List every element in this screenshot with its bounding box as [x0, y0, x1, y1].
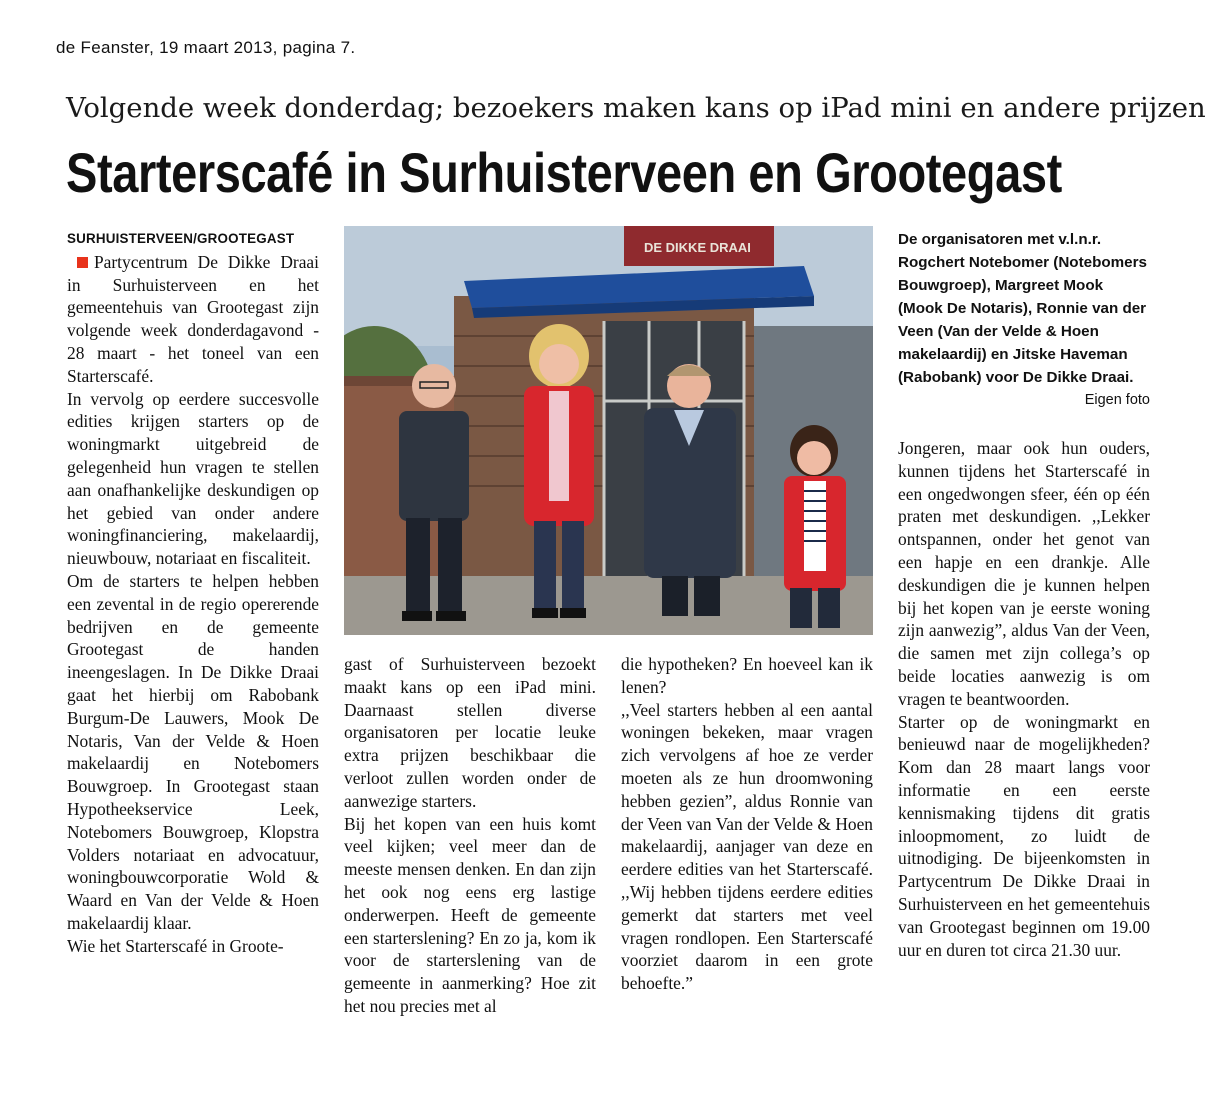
photo-caption [898, 228, 1150, 412]
paragraph: Bij het kopen van een huis komt veel kijken; veel meer dan de meeste mensen denken. En dan zijn het ook nog eens erg lastige onderwerpen. Heeft de gemeente een starterslening? En zo ja, kom ik voor de starterslening van de gemeente in aanmerking? Hoe zit het nou precies met al [344, 813, 596, 1016]
article-column-2 [344, 653, 596, 1018]
lead-paragraph-text: Partycentrum De Dikke Draai in Surhuisterveen en het gemeentehuis van Grootegast zijn volgende week donderdagavond - 28 maart - het toneel van een Starterscafé. [67, 251, 319, 386]
paragraph: Starter op de woningmarkt en benieuwd naar de mogelijkheden? Kom dan 28 maart langs voor informatie en een eerste kennismaking tijdens dit gratis inloopmoment, zo luidt de uitnodiging. De bijeenkomsten in Partycentrum De Dikke Draai in Surhuisterveen en het gemeentehuis van Grootegast beginnen om 19.00 uur en duren tot circa 21.30 uur. [898, 711, 1150, 960]
dateline: SURHUISTERVEEN/GROOTEGAST [67, 231, 295, 246]
lead-paragraph [67, 226, 319, 388]
kicker-subheadline: Volgende week donderdag; bezoekers maken kans op iPad mini en andere prijzen [66, 92, 1206, 124]
paragraph: Jongeren, maar ook hun ouders, kunnen tijdens het Starterscafé in een ongedwongen sfeer, één op één praten met deskundigen. ,,Lekker ontspannen, onder het genot van een hapje en een drankje. Alle deskundigen die je kunnen helpen bij het kopen van je eerste woning zijn aanwezig”, aldus Van der Veen, die samen met zijn collega’s op beide locaties aanwezig is om vragen te beantwoorden. [898, 438, 1150, 709]
paragraph: gast of Surhuisterveen bezoekt maakt kans op een iPad mini. Daarnaast stellen diverse organisatoren per locatie leuke extra prijzen beschikbaar die verloot zullen worden onder de aanwezige starters. [344, 654, 596, 811]
paragraph: Wie het Starterscafé in Groote- [67, 935, 284, 956]
article-photo [344, 226, 873, 635]
article-column-1 [67, 226, 319, 958]
paragraph: In vervolg op eerdere succesvolle edities krijgen starters op de woningmarkt uitgebreid de gelegenheid hun vragen te stellen aan onafhankelijke deskundigen op het gebied van onder andere woningfinanciering, makelaardij, nieuwbouw, notariaat en fiscaliteit. [67, 388, 319, 569]
headline: Starterscafé in Surhuisterveen en Grootegast [66, 141, 1062, 204]
paragraph: Om de starters te helpen hebben een zevental in de regio opererende bedrijven en de gemeente Grootegast de handen ineengeslagen. In De Dikke Draai gaat het hierbij om Rabobank Burgum-De Lauwers, Mook De Notaris, Van der Velde & Hoen makelaardij en Notebomers Bouwgroep. In Grootegast staan Hypotheekservice Leek, Notebomers Bouwgroep, Klopstra Volders notariaat en advocatuur, woningbouwcorporatie Wold & Waard en Van der Velde & Hoen makelaardij klaar. [67, 570, 319, 933]
caption-text: De organisatoren met v.l.n.r. Rogchert Notebomer (Notebomers Bouwgroep), Margreet Mook (Mook De Notaris), Ronnie van der Veen (Van der Velde & Hoen makelaardij) en Jitske Haveman (Rabobank) voor De Dikke Draai. [898, 231, 1147, 386]
sign-text: DE DIKKE DRAAI [644, 240, 751, 255]
red-square-icon [77, 257, 88, 268]
paragraph: ,,Veel starters hebben al een aantal woningen bekeken, maar vragen zich vervolgens af hoe ze verder moeten als ze hun droomwoning hebben gezien”, aldus Ronnie van der Veen van Van der Velde & Hoen makelaardij, aanjager van deze en eerdere edities van het Starterscafé. ,,Wij hebben tijdens eerdere edities gemerkt dat starters met veel vragen rondlopen. Een Starterscafé voorziet daarom in een grote behoefte.” [621, 699, 873, 994]
article-column-4 [898, 437, 1150, 961]
photo-credit: Eigen foto [1084, 392, 1150, 408]
paragraph: die hypotheken? En hoeveel kan ik lenen? [621, 654, 873, 697]
article-column-3 [621, 653, 873, 995]
photo-illustration [344, 226, 873, 635]
source-line: de Feanster, 19 maart 2013, pagina 7. [56, 38, 356, 57]
